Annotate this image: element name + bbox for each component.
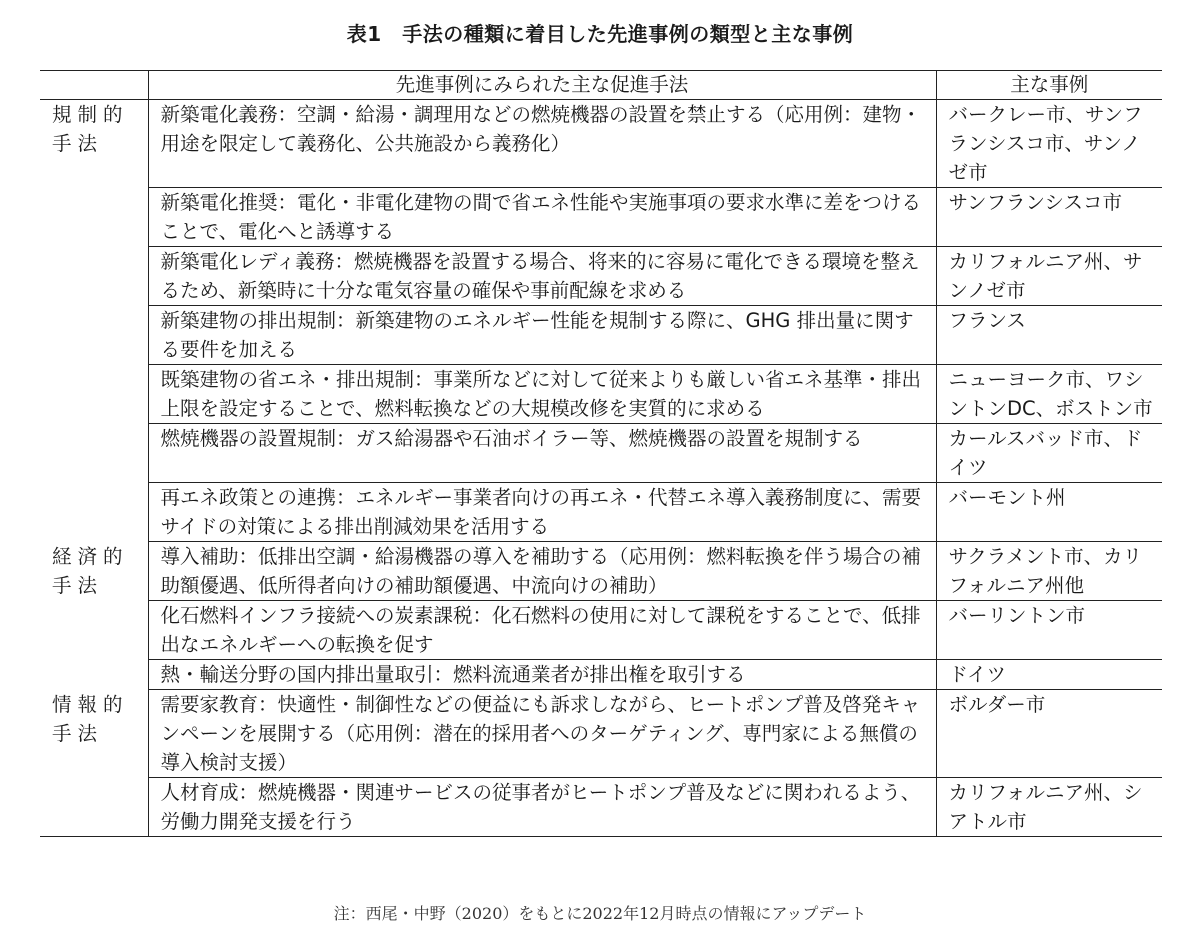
table-row [40, 601, 1162, 660]
category-economic: 経済的手法 [40, 542, 148, 690]
table-row [40, 306, 1162, 365]
table-row [40, 778, 1162, 837]
method-cell: 燃焼機器の設置規制：ガス給湯器や石油ボイラー等、燃焼機器の設置を規制する [148, 424, 936, 483]
example-cell: バークレー市、サンフランシスコ市、サンノゼ市 [936, 100, 1162, 188]
example-cell: サクラメント市、カリフォルニア州他 [936, 542, 1162, 601]
example-cell: カリフォルニア州、シアトル市 [936, 778, 1162, 837]
table-row [40, 365, 1162, 424]
table-header-row [40, 71, 1162, 100]
table-row [40, 660, 1162, 690]
example-cell: サンフランシスコ市 [936, 188, 1162, 247]
example-cell: カリフォルニア州、サンノゼ市 [936, 247, 1162, 306]
table-row [40, 690, 1162, 778]
category-informational: 情報的手法 [40, 690, 148, 837]
example-cell: フランス [936, 306, 1162, 365]
header-example: 主な事例 [936, 71, 1162, 100]
case-table [40, 70, 1162, 837]
method-cell: 新築電化義務：空調・給湯・調理用などの燃焼機器の設置を禁止する（応用例：建物・用途を限定して義務化、公共施設から義務化） [148, 100, 936, 188]
table-title: 表1 手法の種類に着目した先進事例の類型と主な事例 [346, 22, 854, 46]
method-cell: 導入補助：低排出空調・給湯機器の導入を補助する（応用例：燃料転換を伴う場合の補助額優遇、低所得者向けの補助額優遇、中流向けの補助） [148, 542, 936, 601]
table-row [40, 424, 1162, 483]
header-method: 先進事例にみられた主な促進手法 [148, 71, 936, 100]
category-regulatory: 規制的手法 [40, 100, 148, 542]
header-category [40, 71, 148, 100]
method-cell: 既築建物の省エネ・排出規制：事業所などに対して従来よりも厳しい省エネ基準・排出上限を設定することで、燃料転換などの大規模改修を実質的に求める [148, 365, 936, 424]
method-cell: 新築建物の排出規制：新築建物のエネルギー性能を規制する際に、GHG 排出量に関する要件を加える [148, 306, 936, 365]
example-cell: ドイツ [936, 660, 1162, 690]
example-cell: ボルダー市 [936, 690, 1162, 778]
table-row [40, 188, 1162, 247]
example-cell: ニューヨーク市、ワシントンDC、ボストン市 [936, 365, 1162, 424]
table-note: 注：西尾・中野（2020）をもとに2022年12月時点の情報にアップデート [333, 904, 867, 923]
method-cell: 新築電化レディ義務：燃焼機器を設置する場合、将来的に容易に電化できる環境を整えるため、新築時に十分な電気容量の確保や事前配線を求める [148, 247, 936, 306]
table-row [40, 542, 1162, 601]
table-row [40, 100, 1162, 188]
method-cell: 需要家教育：快適性・制御性などの便益にも訴求しながら、ヒートポンプ普及啓発キャンペーンを展開する（応用例：潜在的採用者へのターゲティング、専門家による無償の導入検討支援） [148, 690, 936, 778]
example-cell: バーモント州 [936, 483, 1162, 542]
example-cell: バーリントン市 [936, 601, 1162, 660]
method-cell: 再エネ政策との連携：エネルギー事業者向けの再エネ・代替エネ導入義務制度に、需要サイドの対策による排出削減効果を活用する [148, 483, 936, 542]
method-cell: 新築電化推奨：電化・非電化建物の間で省エネ性能や実施事項の要求水準に差をつけることで、電化へと誘導する [148, 188, 936, 247]
method-cell: 熱・輸送分野の国内排出量取引：燃料流通業者が排出権を取引する [148, 660, 936, 690]
table-row [40, 247, 1162, 306]
method-cell: 化石燃料インフラ接続への炭素課税：化石燃料の使用に対して課税をすることで、低排出なエネルギーへの転換を促す [148, 601, 936, 660]
method-cell: 人材育成：燃焼機器・関連サービスの従事者がヒートポンプ普及などに関われるよう、労働力開発支援を行う [148, 778, 936, 837]
example-cell: カールスバッド市、ドイツ [936, 424, 1162, 483]
table-row [40, 483, 1162, 542]
